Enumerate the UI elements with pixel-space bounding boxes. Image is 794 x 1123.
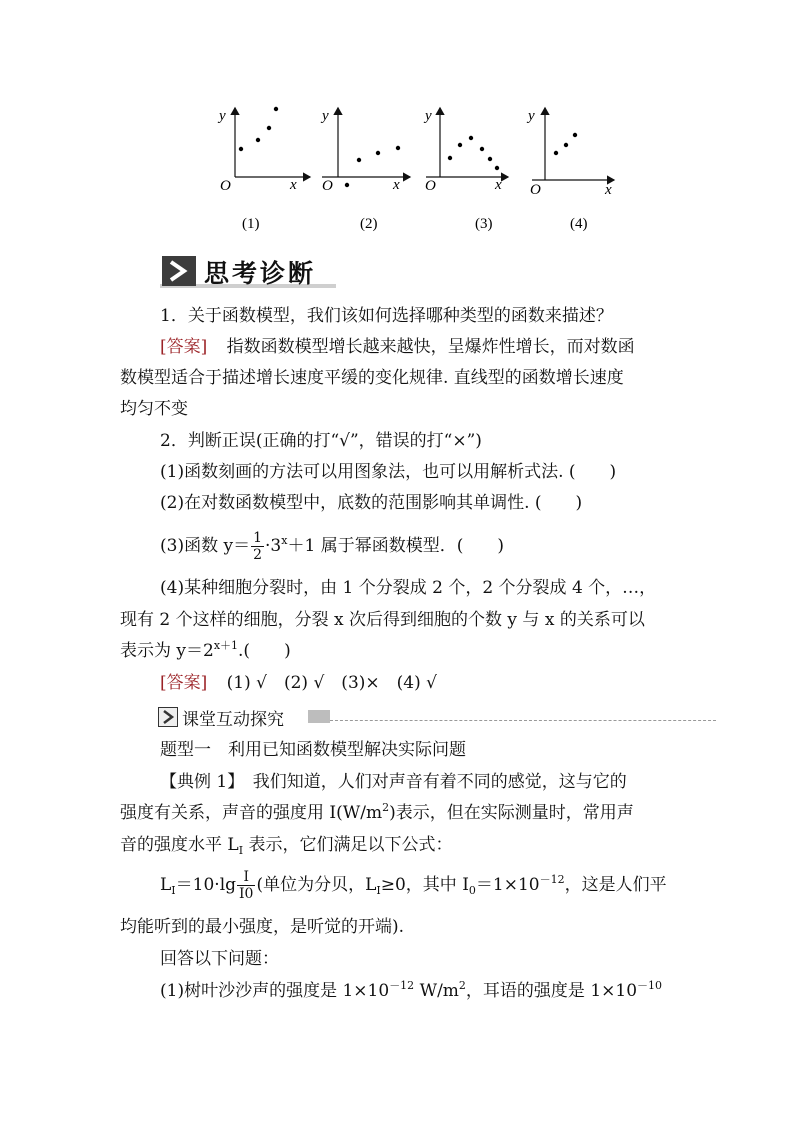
graph-caption: (3): [475, 216, 493, 232]
question-2-item-4-line-3: [120, 639, 291, 665]
x-axis-label: x: [605, 182, 612, 198]
data-point: [396, 146, 400, 150]
data-point: [274, 107, 278, 111]
exponent: x: [281, 534, 288, 547]
fraction-numerator: I: [237, 869, 255, 886]
question-2-item-4-line-1: (4)某种细胞分裂时，由 1 个分裂成 2 个，2 个分裂成 4 个，…，: [160, 578, 657, 598]
formula-text: (单位为分贝，L: [256, 875, 377, 895]
answer-text: (1) √ (2) √ (3)× (4) √: [226, 673, 437, 693]
origin-label: O: [322, 178, 333, 194]
superscript: －12: [539, 873, 565, 886]
example-line-1: [160, 770, 627, 794]
origin-label: O: [530, 182, 541, 198]
x-axis-label: x: [393, 177, 400, 193]
graph-caption: (4): [570, 216, 588, 232]
item-3-prefix: (3)函数 y＝: [160, 536, 251, 556]
exponent: x＋1: [213, 639, 239, 652]
x-axis-label: x: [495, 177, 502, 193]
question-2-item-3: [160, 526, 504, 566]
y-axis-label: y: [219, 108, 226, 124]
superscript: 2: [382, 801, 390, 814]
fraction-denominator: I0: [239, 886, 254, 902]
data-point: [564, 143, 568, 147]
data-point: [267, 126, 271, 130]
data-point: [345, 183, 349, 187]
question-2-item-2: (2)在对数函数模型中，底数的范围影响其单调性. ( ): [160, 493, 583, 513]
data-point: [357, 158, 361, 162]
arrow-icon: [158, 707, 178, 727]
line-text: W/m: [414, 981, 459, 1001]
type-title: 题型一 利用已知函数模型解决实际问题: [160, 740, 466, 760]
subscript: 0: [468, 884, 476, 897]
item-3-mid: ·3: [265, 536, 282, 556]
line-prefix: 强度有关系，声音的强度用 I(W/m: [120, 803, 383, 823]
formula-text: ＝1×10: [475, 875, 540, 895]
formula-line: [160, 864, 667, 906]
data-point: [376, 151, 380, 155]
data-point: [448, 156, 452, 160]
data-point: [256, 138, 260, 142]
line-text: ，耳语的强度是 1×10: [465, 981, 638, 1001]
item-3-suffix: ＋1 属于幂函数模型．( ): [287, 536, 504, 556]
line-suffix: )表示，但在实际测量时，常用声: [389, 803, 634, 823]
origin-label: O: [220, 178, 231, 194]
example-line-2: [120, 801, 634, 827]
line-prefix: (1)树叶沙沙声的强度是 1×10: [160, 981, 390, 1001]
example-line-3: [120, 833, 452, 859]
example-tag: 【典例 1】: [160, 772, 236, 792]
answer-tag: [答案]: [160, 673, 208, 693]
superscript: 2: [458, 979, 466, 992]
fraction: [251, 530, 264, 563]
y-axis-label: y: [425, 108, 432, 124]
graph-3: [423, 108, 508, 232]
data-point: [554, 151, 558, 155]
data-point: [573, 133, 577, 137]
formula-text: ，这是人们平: [564, 875, 667, 895]
graph-1: [217, 107, 310, 232]
title-shade: [308, 710, 330, 723]
line-prefix: 音的强度水平 L: [120, 835, 239, 855]
y-axis-label: y: [528, 108, 535, 124]
section-title: 课堂互动探究: [182, 710, 284, 730]
superscript: －12: [389, 979, 415, 992]
data-point: [488, 157, 492, 161]
x-axis-label: x: [290, 177, 297, 193]
question-2-item-1: (1)函数刻画的方法可以用图象法，也可以用解析式法. ( ): [160, 462, 617, 482]
section-banner: [160, 254, 336, 290]
subscript: I: [171, 884, 176, 897]
banner-title: 思考诊断: [204, 259, 317, 288]
subscript: I: [238, 844, 244, 857]
fraction-numerator: 1: [253, 530, 263, 546]
data-point: [469, 136, 473, 140]
question-1: 1．关于函数模型，我们该如何选择哪种类型的函数来描述？: [160, 306, 613, 326]
question-2-answer: [160, 671, 437, 695]
formula-L: L: [160, 875, 172, 895]
question-2: 2．判断正误(正确的打“√”，错误的打“×”): [160, 431, 482, 451]
answer-text: 指数函数模型增长越来越快，呈爆炸性增长，而对数函: [226, 337, 635, 357]
section-divider: [330, 720, 716, 721]
formula-eq: ＝10·lg: [175, 875, 237, 895]
superscript: －10: [637, 979, 663, 992]
example-text: 我们知道，人们对声音有着不同的感觉，这与它的: [235, 772, 627, 792]
subscript: I: [376, 884, 381, 897]
question-2-item-4-line-2: 现有 2 个这样的细胞，分裂 x 次后得到细胞的个数 y 与 x 的关系可以: [120, 610, 645, 630]
line-suffix: .( ): [238, 641, 291, 661]
section-header: [158, 705, 718, 730]
data-point: [458, 143, 462, 147]
graph-caption: (1): [242, 216, 260, 232]
y-axis-label: y: [322, 108, 329, 124]
scatter-graphs: [210, 100, 630, 240]
question-1-answer: [160, 335, 635, 359]
formula-text: ≥0，其中 I: [380, 875, 469, 895]
line-suffix: 表示，它们满足以下公式：: [243, 835, 453, 855]
fraction-denominator: 2: [253, 547, 263, 563]
answer-line-2: 数模型适合于描述增长速度平缓的变化规律. 直线型的函数增长速度: [120, 368, 624, 388]
line-prefix: 表示为 y＝2: [120, 641, 214, 661]
example-line-6: 回答以下问题：: [160, 949, 279, 969]
graph-4: [526, 108, 614, 232]
example-line-5: 均能听到的最小强度，是听觉的开端).: [120, 917, 405, 937]
graph-2: [320, 108, 410, 232]
example-line-7: [160, 979, 662, 1005]
data-point: [495, 166, 499, 170]
origin-label: O: [425, 178, 436, 194]
answer-tag: [答案]: [160, 337, 208, 357]
graph-caption: (2): [360, 216, 378, 232]
fraction: [237, 869, 255, 902]
arrow-icon: [162, 256, 196, 286]
data-point: [480, 147, 484, 151]
answer-line-3: 均匀不变: [120, 399, 188, 419]
data-point: [239, 147, 243, 151]
